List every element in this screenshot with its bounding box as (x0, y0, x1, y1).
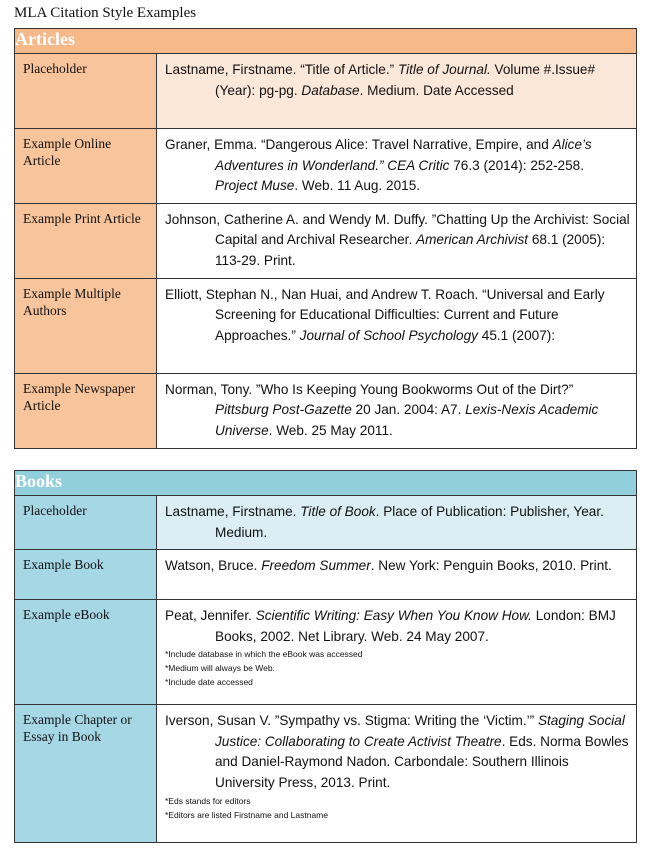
citation-text (165, 60, 630, 101)
text-segment: . Web. 11 Aug. 2015. (294, 178, 421, 194)
citation-text (165, 556, 630, 577)
text-segment: Watson, Bruce. (165, 558, 262, 574)
document-title: MLA Citation Style Examples (14, 5, 197, 21)
text-segment: 76.3 (2014): 252-258. (449, 157, 584, 173)
citation-cell (157, 203, 637, 278)
text-segment: Graner, Emma. “Dangerous Alice: Travel Narrative, Empire, and (165, 137, 553, 152)
italic-segment: Project Muse (215, 178, 295, 194)
text-segment: London: BMJ Books, 2002. Net Library. Web. 24 May 2007. (215, 608, 616, 644)
row-label: Example Chapter or Essay in Book (15, 705, 157, 843)
citation-row (15, 278, 637, 373)
books-table (14, 470, 637, 843)
citation-row (15, 496, 637, 550)
citation-cell (157, 129, 637, 204)
citation-text (165, 135, 630, 197)
text-segment: . Web. 25 May 2011. (268, 422, 393, 438)
row-label: Example eBook (15, 600, 157, 705)
italic-segment: Database (301, 82, 360, 98)
italic-segment: Journal of School Psychology (299, 327, 478, 343)
italic-segment: Freedom Summer (261, 558, 371, 574)
citation-cell (157, 600, 637, 705)
citation-row (15, 373, 637, 448)
row-label: Example Online Article (15, 129, 157, 204)
citation-note: *Include date accessed (165, 677, 253, 688)
italic-segment: Alice’s Adventures in Wonderland.” CEA Critic (215, 137, 592, 173)
citation-note: *Eds stands for editors (165, 795, 251, 806)
articles-table (14, 28, 637, 449)
text-segment: Johnson, Catherine A. and Wendy M. Duffy. ”Chatting Up the Archivist: Social Capital and Archival Researcher. (165, 211, 630, 248)
text-segment: Peat, Jennifer. (165, 608, 256, 624)
text-segment: 20 Jan. 2004: A7. (351, 402, 466, 418)
text-segment: . Eds. Norma Bowles and Daniel-Raymond Nadon. Carbondale: Southern Illinois University Press, 2013. Print. (215, 733, 629, 790)
italic-segment: American Archivist (416, 232, 529, 248)
row-label: Placeholder (15, 496, 157, 550)
citation-row (15, 705, 637, 843)
books-header-row (15, 471, 637, 496)
text-segment: Norman, Tony. ”Who Is Keeping Young Bookworms Out of the Dirt?” (165, 381, 574, 397)
italic-segment: Title of Book (300, 504, 376, 519)
italic-segment: Scientific Writing: Easy When You Know How. (255, 608, 532, 624)
text-segment: . Medium. Date Accessed (359, 82, 514, 98)
italic-segment: Staging Social Justice: Collaborating to Create Activist Theatre (215, 713, 625, 749)
citation-cell (157, 705, 637, 843)
citation-note: *Editors are listed Firstname and Lastname (165, 809, 328, 820)
articles-header-row (15, 29, 637, 54)
text-segment: Elliott, Stephan N., Nan Huai, and Andrew T. Roach. “Universal and Early Screening for Educational Difficulties: Current and Future Approaches.” (165, 286, 605, 343)
citation-cell (157, 496, 637, 550)
citation-text (165, 285, 630, 347)
citation-row (15, 600, 637, 705)
citation-row (15, 203, 637, 278)
text-segment: Volume #.Issue# (Year): pg-pg. (215, 62, 596, 98)
citation-text (165, 711, 630, 793)
row-label: Example Newspaper Article (15, 373, 157, 448)
text-segment: . New York: Penguin Books, 2010. Print. (370, 558, 612, 574)
text-segment: Lastname, Firstname. “Title of Article.” (165, 62, 398, 77)
citation-text (165, 380, 630, 442)
citation-cell (157, 373, 637, 448)
italic-segment: Lexis-Nexis Academic Universe (215, 402, 599, 438)
citation-row (15, 54, 637, 129)
articles-header: Articles (15, 29, 637, 54)
row-label: Placeholder (15, 54, 157, 129)
citation-text (165, 502, 630, 543)
row-label: Example Multiple Authors (15, 278, 157, 373)
citation-text (165, 210, 630, 272)
text-segment: . Place of Publication: Publisher, Year. Medium. (215, 504, 604, 540)
text-segment: 68.1 (2005): 113-29. Print. (215, 232, 606, 268)
citation-cell (157, 278, 637, 373)
citation-cell (157, 550, 637, 600)
row-label: Example Print Article (15, 203, 157, 278)
citation-note: *Medium will always be Web. (165, 663, 275, 674)
citation-text (165, 606, 630, 647)
books-header: Books (15, 471, 637, 496)
citation-cell (157, 54, 637, 129)
citation-row (15, 550, 637, 600)
row-label: Example Book (15, 550, 157, 600)
italic-segment: Title of Journal. (397, 62, 491, 77)
text-segment: 45.1 (2007): (477, 327, 556, 343)
text-segment: Lastname, Firstname. (165, 504, 301, 519)
citation-row (15, 129, 637, 204)
citation-note: *Include database in which the eBook was accessed (165, 649, 363, 660)
text-segment: Iverson, Susan V. ”Sympathy vs. Stigma: Writing the ‘Victim.’” (165, 713, 538, 729)
italic-segment: Pittsburg Post-Gazette (215, 402, 352, 418)
